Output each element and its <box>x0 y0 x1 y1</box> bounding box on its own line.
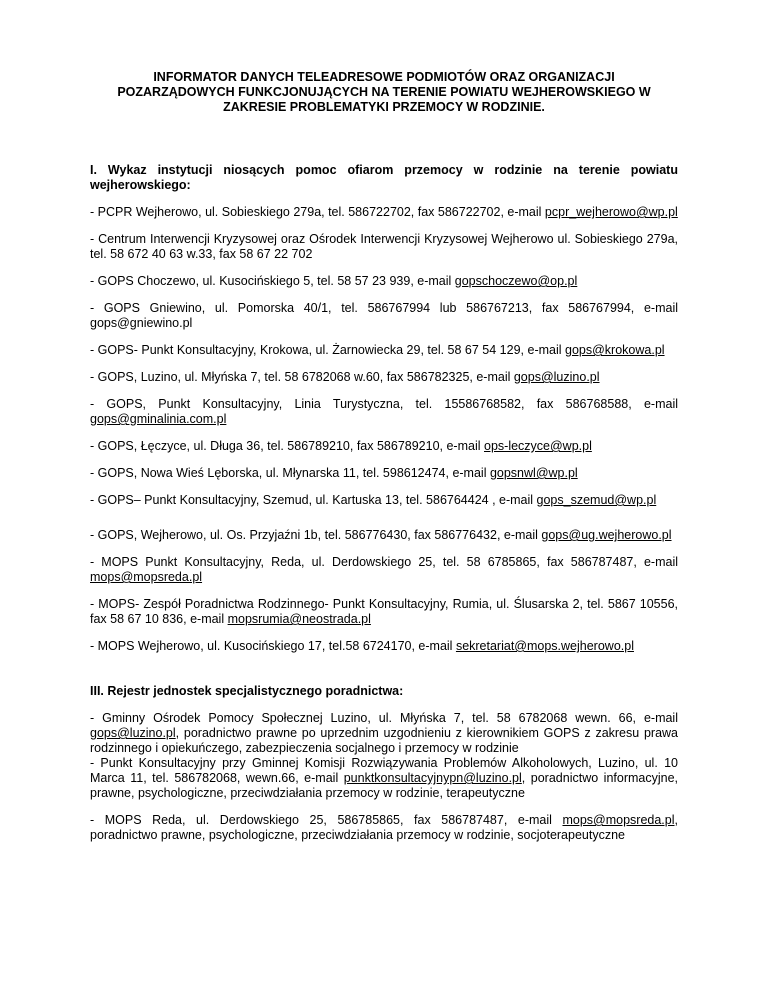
entry-gops-szemud <box>90 493 678 508</box>
registry-luzino-gops <box>90 711 678 755</box>
entry-gops-krokowa <box>90 343 678 358</box>
email-link[interactable]: punktkonsultacyjnypn@luzino.pl <box>343 771 522 785</box>
email-link[interactable]: gopsnwl@wp.pl <box>489 466 578 480</box>
entry-text: - GOPS, Wejherowo, ul. Os. Przyjaźni 1b, tel. 586776430, fax 586776432, e-mail <box>90 528 542 542</box>
entry-text: - PCPR Wejherowo, ul. Sobieskiego 279a, tel. 586722702, fax 586722702, e-mail <box>90 205 545 219</box>
entry-text: - Punkt Konsultacyjny przy Gminnej Komisji Rozwiązywania Problemów Alkoholowych, Luzino, ul. 10 Marca 11, tel. 586782068, wewn.66, e-mail <box>90 756 678 785</box>
entry-text: - GOPS, Punkt Konsultacyjny, Linia Turystyczna, tel. 15586768582, fax 586768588, e-mail <box>90 397 678 411</box>
section-1-heading: I. Wykaz instytucji niosących pomoc ofiarom przemocy w rodzinie na terenie powiatu wejherowskiego: <box>90 163 678 192</box>
entry-text: - MOPS Reda, ul. Derdowskiego 25, 586785865, fax 586787487, e-mail <box>90 813 563 827</box>
title-line-2: POZARZĄDOWYCH FUNKCJONUJĄCYCH NA TERENIE POWIATU WEJHEROWSKIEGO W <box>117 85 651 99</box>
email-link[interactable]: ops-leczyce@wp.pl <box>484 439 592 453</box>
entry-text: - GOPS Choczewo, ul. Kusocińskiego 5, tel. 58 57 23 939, e-mail <box>90 274 455 288</box>
entry-text: - GOPS– Punkt Konsultacyjny, Szemud, ul. Kartuska 13, tel. 586764424 , e-mail <box>90 493 537 507</box>
entry-gops-wejherowo <box>90 528 678 543</box>
email-link[interactable]: gops_szemud@wp.pl <box>536 493 657 507</box>
title-line-1: INFORMATOR DANYCH TELEADRESOWE PODMIOTÓW ORAZ ORGANIZACJI <box>153 70 615 84</box>
document-title <box>90 70 678 115</box>
entry-text: - GOPS Gniewino, ul. Pomorska 40/1, tel. 586767994 lub 586767213, fax 586767994, e-mail gops@gniewino.pl <box>90 301 678 330</box>
entry-text: - GOPS, Nowa Wieś Lęborska, ul. Młynarska 11, tel. 598612474, e-mail <box>90 466 490 480</box>
email-link[interactable]: gops@luzino.pl <box>513 370 600 384</box>
entry-gops-linia <box>90 397 678 427</box>
entry-cik <box>90 232 678 262</box>
email-link[interactable]: mopsrumia@neostrada.pl <box>227 612 371 626</box>
registry-reda <box>90 813 678 843</box>
entry-text: - Centrum Interwencji Kryzysowej oraz Ośrodek Interwencji Kryzysowej Wejherowo ul. Sobieskiego 279a, tel. 58 672 40 63 w.33, fax 58 67 22 702 <box>90 232 678 261</box>
entry-gops-nowa-wies <box>90 466 678 481</box>
email-link[interactable]: sekretariat@mops.wejherowo.pl <box>455 639 634 653</box>
entry-gops-luzino <box>90 370 678 385</box>
entry-text: - GOPS, Łęczyce, ul. Długa 36, tel. 586789210, fax 586789210, e-mail <box>90 439 484 453</box>
entry-text: - GOPS- Punkt Konsultacyjny, Krokowa, ul. Żarnowiecka 29, tel. 58 67 54 129, e-mail <box>90 343 565 357</box>
title-line-3: ZAKRESIE PROBLEMATYKI PRZEMOCY W RODZINIE. <box>223 100 545 114</box>
entry-gops-leczyce <box>90 439 678 454</box>
email-link[interactable]: gops@krokowa.pl <box>565 343 665 357</box>
entry-text: , poradnictwo informacyjne, prawne, psychologiczne, przeciwdziałania przemocy w rodzinie, terapeutyczne <box>90 771 678 800</box>
entry-mops-wejherowo <box>90 639 678 654</box>
entry-gops-choczewo <box>90 274 678 289</box>
entry-mops-reda <box>90 555 678 585</box>
entry-text: , poradnictwo prawne po uprzednim uzgodnieniu z kierownikiem GOPS z zakresu prawa rodzinnego i opiekuńczego, zabezpieczenia socjalnego i przemocy w rodzinie <box>90 726 678 755</box>
entry-mops-rumia <box>90 597 678 627</box>
section-3-heading: III. Rejestr jednostek specjalistycznego poradnictwa: <box>90 684 404 698</box>
registry-luzino-punkt <box>90 756 678 801</box>
email-link[interactable]: mops@mopsreda.pl <box>90 570 203 584</box>
email-link[interactable]: gops@gminalinia.com.pl <box>90 412 227 426</box>
entry-text: - MOPS- Zespół Poradnictwa Rodzinnego- Punkt Konsultacyjny, Rumia, ul. Ślusarska 2, tel. 5867 10556, fax 58 67 10 836, e-mail <box>90 597 678 626</box>
email-link[interactable]: mops@mopsreda.pl <box>562 813 675 827</box>
entry-text: - MOPS Wejherowo, ul. Kusocińskiego 17, tel.58 6724170, e-mail <box>90 639 456 653</box>
registry-luzino-block <box>90 711 678 801</box>
entry-text: - GOPS, Luzino, ul. Młyńska 7, tel. 58 6782068 w.60, fax 586782325, e-mail <box>90 370 514 384</box>
entry-text: - MOPS Punkt Konsultacyjny, Reda, ul. Derdowskiego 25, tel. 58 6785865, fax 586787487, e-mail <box>90 555 678 569</box>
email-link[interactable]: gops@luzino.pl <box>90 726 176 740</box>
email-link[interactable]: gopschoczewo@op.pl <box>454 274 578 288</box>
entry-text: - Gminny Ośrodek Pomocy Społecznej Luzino, ul. Młyńska 7, tel. 58 6782068 wewn. 66, e-mail <box>90 711 678 725</box>
email-link[interactable]: pcpr_wejherowo@wp.pl <box>544 205 678 219</box>
entry-text: , poradnictwo prawne, psychologiczne, przeciwdziałania przemocy w rodzinie, socjoterapeutyczne <box>90 813 678 842</box>
email-link[interactable]: gops@ug.wejherowo.pl <box>541 528 672 542</box>
entry-gops-gniewino <box>90 301 678 331</box>
entry-pcpr <box>90 205 678 220</box>
